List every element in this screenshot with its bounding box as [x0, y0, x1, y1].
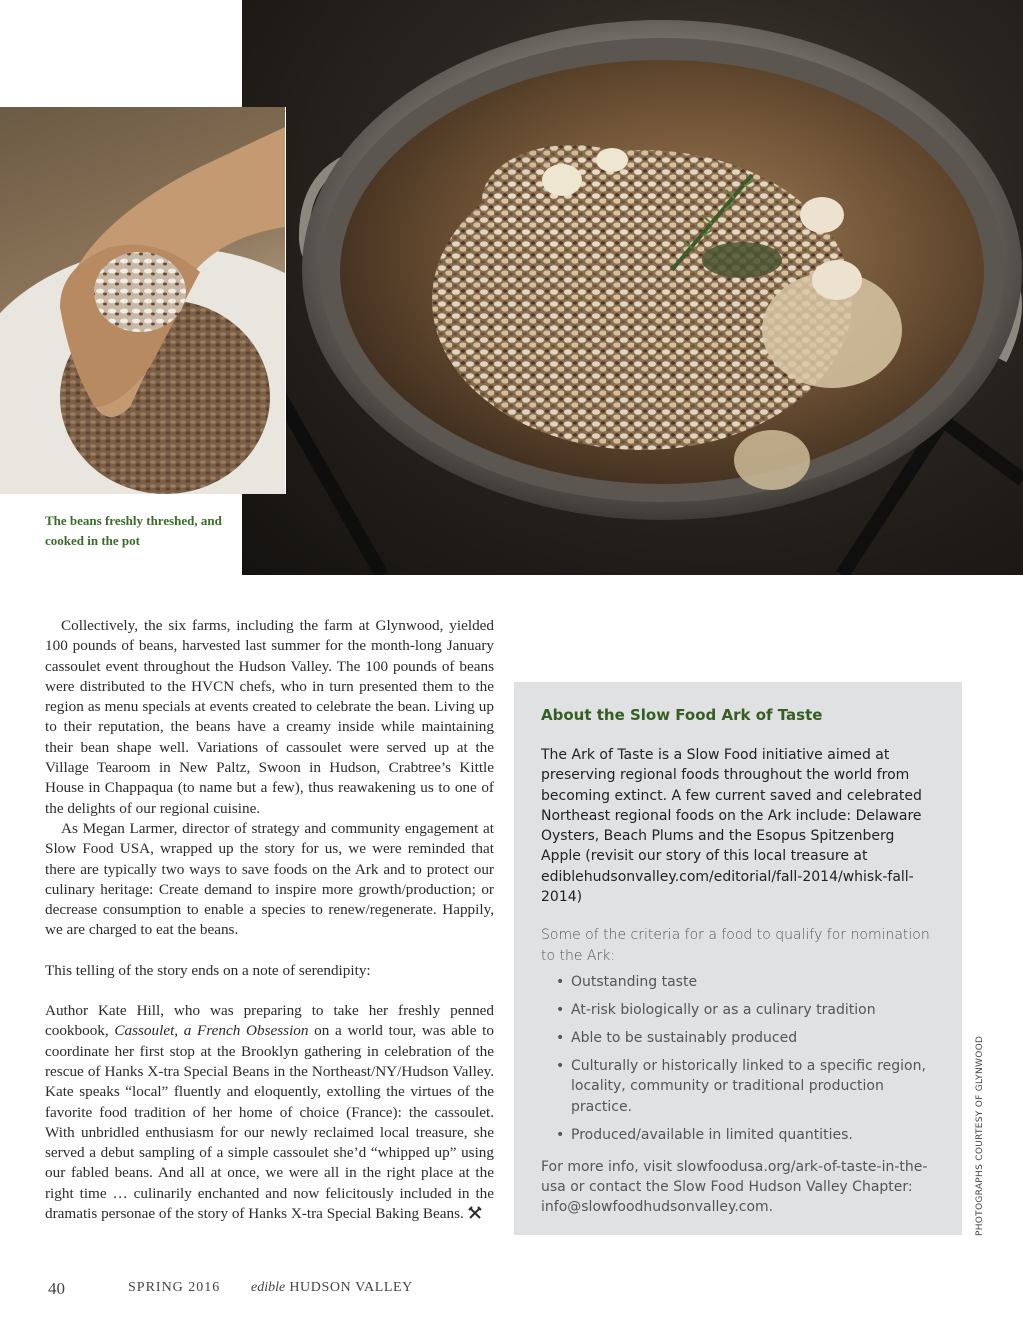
sidebar-title: About the Slow Food Ark of Taste	[541, 706, 823, 724]
article-paragraph: As Megan Larmer, director of strategy and community engagement at Slow Food USA, wrapped up the story for us, we were reminded that there are typically two ways to save foods on the Ark and to protect our culinary heritage: Create demand to inspire more growth/production; or decrease consumption to enable a species to renew/regenerate. Happily, we are charged to eat the beans.	[45, 819, 494, 939]
paragraph-text: on a world tour, was able to coordinate her first stop at the Brooklyn gathering in celebration of the rescue of Hanks X-tra Special Beans in the Northeast/NY/Hudson Valley. Kate speaks “local” fluently and eloquently, extolling the virtues of the favorite food tradition of her home of choice (France): the cassoulet. With unbridled enthusiasm for our newly reclaimed local treasure, she served a debut sampling of a simple cassoulet she’d “whipped up” using our fabled beans. And all at once, we were all in the right place at the right time … culinarily enchanted and now felicitously included in the dramatis personae of the story of Hanks X-tra Special Baking Beans.	[45, 1022, 494, 1223]
magazine-name	[251, 1280, 413, 1296]
criteria-item: • Produced/available in limited quantities.	[541, 1125, 936, 1145]
magazine-brand: edible	[251, 1280, 286, 1295]
article-paragraph: Collectively, the six farms, including the farm at Glynwood, yielded 100 pounds of beans, harvested last summer for the month-long January cassoulet event throughout the Hudson Valley. The 100 pounds of beans were distributed to the HVCN chefs, who in turn presented them to the region as menu specials at events created to celebrate the bean. Living up to their reputation, the beans have a creamy inside while maintaining their bean shape well. Variations of cassoulet were served up at the Village Tearoom in New Paltz, Swoon in Hudson, Crabtree’s Kittle House in Chappaqua (to name but a few), thus reawakening us to one of the delights of our regional cuisine.	[45, 617, 494, 817]
criteria-item: • At-risk biologically or as a culinary tradition	[541, 1000, 936, 1020]
page-footer	[48, 1279, 413, 1299]
criteria-item: • Outstanding taste	[541, 972, 936, 992]
sidebar-intro: The Ark of Taste is a Slow Food initiative aimed at preserving regional foods throughout the world from becoming extinct. A few current saved and celebrated Northeast regional foods on the Ark include: Delaware Oysters, Beach Plums and the Esopus Spitzenberg Apple (revisit our story of this local treasure at ediblehudsonvalley.com/editorial/fall-2014/whisk-fall-2014)	[541, 747, 922, 906]
paragraph-text: Author Kate Hill, who was preparing to take her freshly penned cookbook,	[45, 1002, 494, 1040]
photo-credit: PHOTOGRAPHS COURTESY OF GLYNWOOD	[975, 1035, 985, 1236]
article-paragraph: This telling of the story ends on a note of serendipity:	[45, 961, 371, 979]
page-number: 40	[48, 1279, 65, 1298]
issue-season: SPRING 2016	[128, 1280, 221, 1295]
article-paragraph	[45, 1001, 494, 1224]
criteria-item: • Able to be sustainably produced	[541, 1028, 936, 1048]
fork-knife-end-mark-icon	[468, 1206, 482, 1220]
book-title: Cassoulet, a French Obsession	[114, 1022, 309, 1040]
article-body	[45, 616, 494, 1224]
beans-pot-photo	[242, 0, 1023, 575]
ark-of-taste-sidebar	[514, 682, 962, 1235]
criteria-item: • Culturally or historically linked to a specific region, locality, community or traditional production practice.	[541, 1056, 936, 1117]
sidebar-more-info: For more info, visit slowfoodusa.org/ark-of-taste-in-the-usa or contact the Slow Food Hudson Valley Chapter: info@slowfoodhudsonvalley.com.	[541, 1158, 928, 1216]
criteria-list	[541, 972, 936, 1145]
hand-illustration	[0, 107, 285, 494]
pot-illustration	[242, 0, 1023, 575]
magazine-region: HUDSON VALLEY	[285, 1280, 413, 1295]
hand-with-beans-photo	[0, 107, 286, 494]
sidebar-criteria-intro: Some of the criteria for a food to qualify for nomination to the Ark:	[541, 927, 930, 964]
photo-caption: The beans freshly threshed, and cooked in the pot	[45, 513, 222, 548]
